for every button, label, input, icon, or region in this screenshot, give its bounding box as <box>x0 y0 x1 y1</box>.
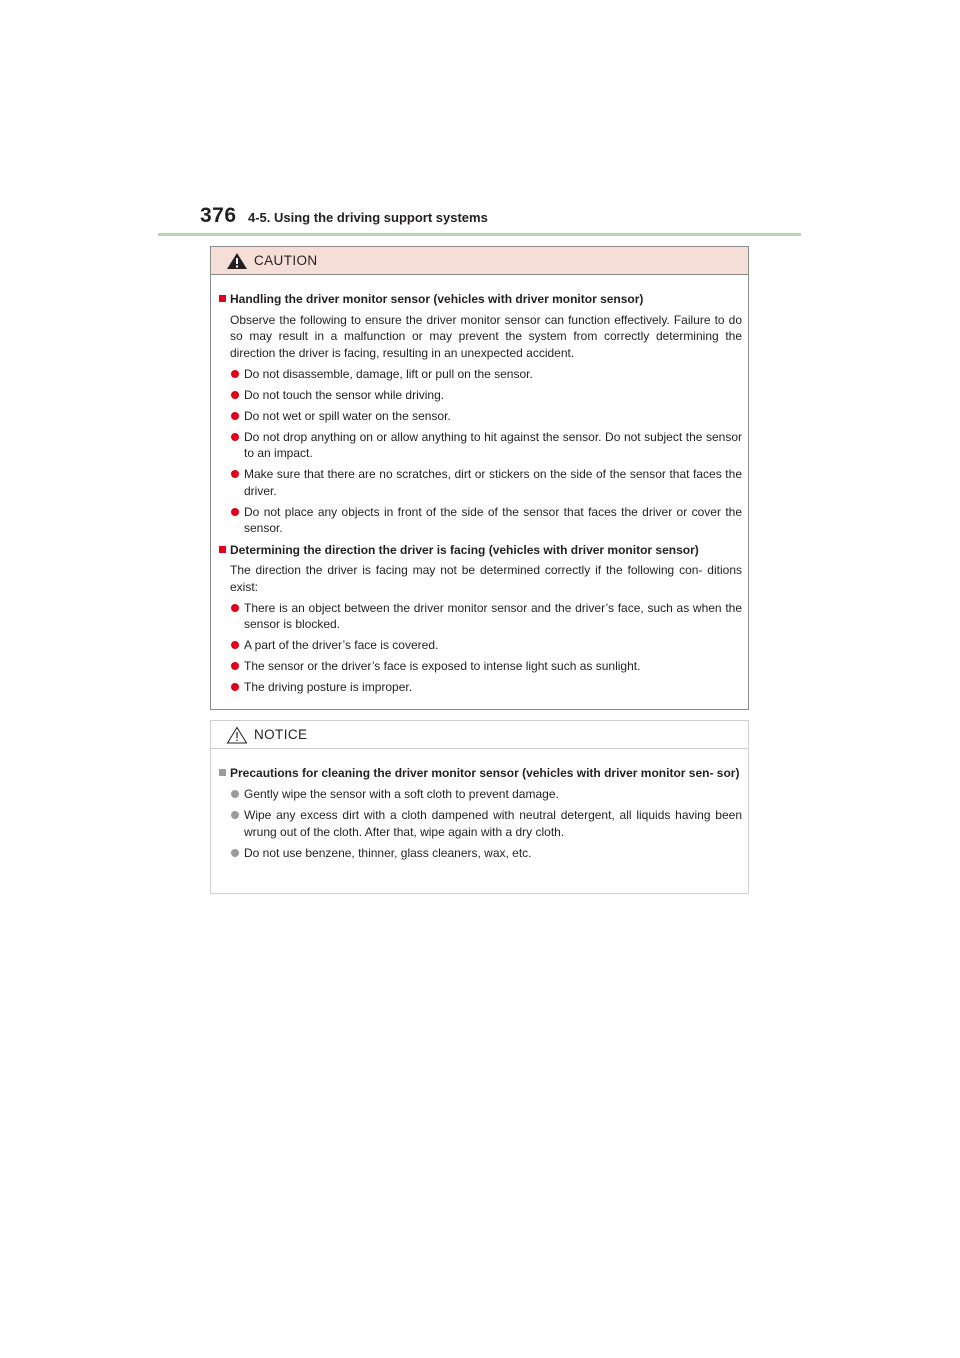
caution-box <box>210 246 749 710</box>
circle-bullet-icon <box>231 641 239 649</box>
circle-bullet-icon <box>231 470 239 478</box>
caution-label: CAUTION <box>254 253 318 268</box>
circle-bullet-icon <box>231 683 239 691</box>
warning-triangle-icon <box>226 252 248 270</box>
list-item: Do not drop anything on or allow anything to hit against the sensor. Do not subject the sensor to an impact. <box>219 429 742 462</box>
circle-bullet-icon <box>231 370 239 378</box>
caution-topic-intro: Observe the following to ensure the driver monitor sensor can function effectively. Failure to do so may result in a malfunction or may prevent the system from correctly determining the direction the driver is facing, resulting in an unexpected accident. <box>230 312 742 360</box>
notice-bullet-list <box>219 786 742 861</box>
notice-box <box>210 720 749 894</box>
caution-topic-heading: Determining the direction the driver is facing (vehicles with driver monitor sensor) <box>219 542 742 559</box>
section-title: 4-5. Using the driving support systems <box>248 210 488 225</box>
circle-bullet-icon <box>231 790 239 798</box>
notice-topic-heading: Precautions for cleaning the driver monitor sensor (vehicles with driver monitor sen- sor) <box>219 765 742 782</box>
caution-body <box>211 275 748 696</box>
list-item: Do not wet or spill water on the sensor. <box>219 408 742 425</box>
list-item: Do not touch the sensor while driving. <box>219 387 742 404</box>
circle-bullet-icon <box>231 604 239 612</box>
list-item: Wipe any excess dirt with a cloth dampened with neutral detergent, all liquids having been wrung out of the cloth. After that, wipe again with a dry cloth. <box>219 807 742 840</box>
page-number: 376 <box>200 204 237 227</box>
list-item: Do not disassemble, damage, lift or pull on the sensor. <box>219 366 742 383</box>
header-rule <box>158 233 801 236</box>
list-item: Make sure that there are no scratches, dirt or stickers on the side of the sensor that faces the driver. <box>219 466 742 499</box>
circle-bullet-icon <box>231 508 239 516</box>
caution-bullet-list <box>219 600 742 696</box>
square-bullet-icon <box>219 546 226 553</box>
list-item: Do not use benzene, thinner, glass cleaners, wax, etc. <box>219 845 742 862</box>
list-item: A part of the driver’s face is covered. <box>219 637 742 654</box>
circle-bullet-icon <box>231 811 239 819</box>
list-item: The sensor or the driver’s face is exposed to intense light such as sunlight. <box>219 658 742 675</box>
list-item: Gently wipe the sensor with a soft cloth to prevent damage. <box>219 786 742 803</box>
caution-bullet-list <box>219 366 742 537</box>
circle-bullet-icon <box>231 433 239 441</box>
list-item: Do not place any objects in front of the side of the sensor that faces the driver or cover the sensor. <box>219 504 742 537</box>
caution-topic-heading: Handling the driver monitor sensor (vehicles with driver monitor sensor) <box>219 291 742 308</box>
circle-bullet-icon <box>231 391 239 399</box>
square-bullet-icon <box>219 295 226 302</box>
warning-triangle-outline-icon <box>226 726 248 744</box>
notice-body <box>211 749 748 861</box>
circle-bullet-icon <box>231 412 239 420</box>
caution-topic-intro: The direction the driver is facing may not be determined correctly if the following con- ditions exist: <box>230 563 742 594</box>
list-item: The driving posture is improper. <box>219 679 742 696</box>
list-item: There is an object between the driver monitor sensor and the driver’s face, such as when the sensor is blocked. <box>219 600 742 633</box>
caution-header <box>211 247 748 275</box>
circle-bullet-icon <box>231 849 239 857</box>
circle-bullet-icon <box>231 662 239 670</box>
notice-header <box>211 721 748 749</box>
square-bullet-icon <box>219 769 226 776</box>
notice-label: NOTICE <box>254 727 308 742</box>
